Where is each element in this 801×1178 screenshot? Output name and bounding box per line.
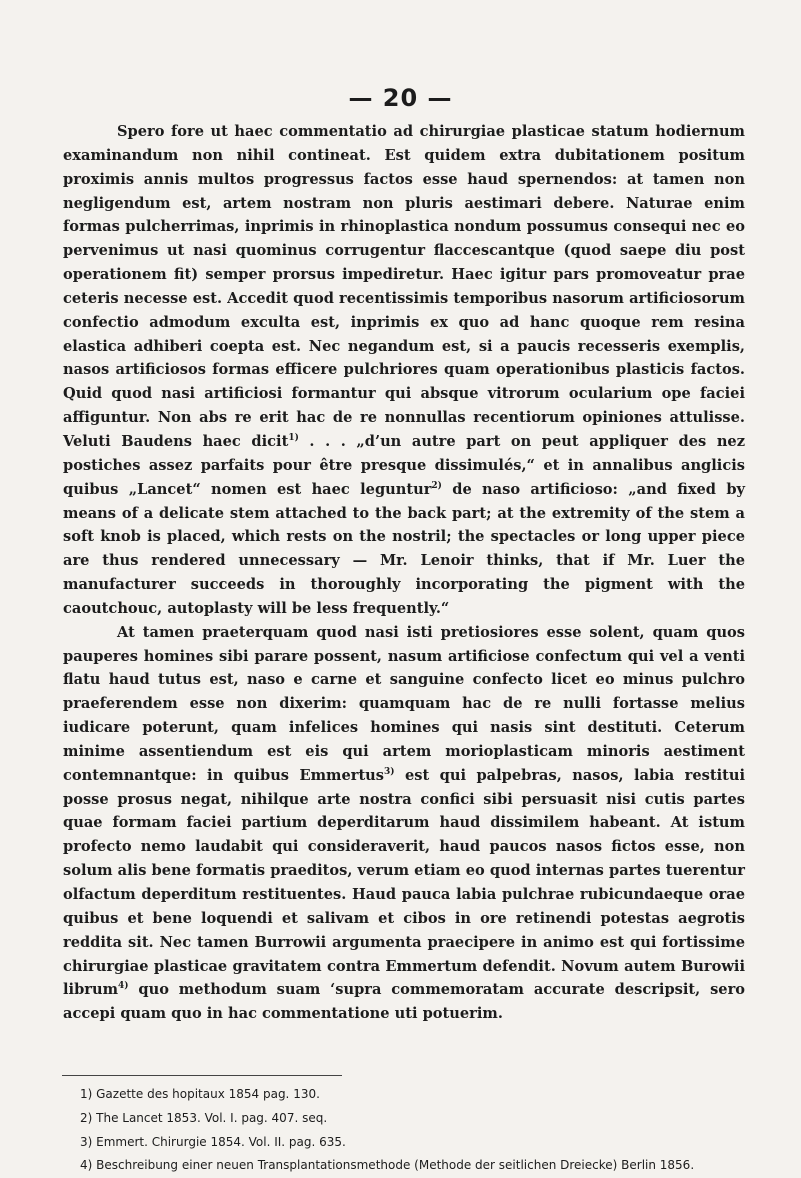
footnote-item: 4) Beschreibung einer neuen Transplantationsmethode (Methode der seitlichen Dreiecke) Berlin 1856. <box>80 1158 695 1173</box>
footnote-item: 1) Gazette des hopitaux 1854 pag. 130. <box>80 1087 320 1101</box>
footnote-item: 3) Emmert. Chirurgie 1854. Vol. II. pag. 635. <box>80 1134 346 1149</box>
footnote-separator <box>62 1075 342 1076</box>
footnote-ref: 3) <box>384 766 395 777</box>
text-segment: quo methodum suam ‘supra commemoratam accurate descripsit, sero accepi quam quo in hac commentatione uti potuerim. <box>63 981 745 1023</box>
text-segment: est qui palpebras, nasos, labia restitui posse prosus negat, nihilque arte nostra confici sibi persuasit nisi cutis partes quae formam faciei partium deperditarum haud dissimilem habeant. At istum profecto nemo laudabit qui consideraverit, haud paucos nasos fictos esse, non solum alis bene formatis praeditos, verum etiam eo quod internas partes tuerentur olfactum deperditum restituentes. Haud pauca labia pulchrae rubicundaeque orae quibus et bene loquendi et salivam et cibos in ore retinendi potestas aegrotis reddita sit. Nec tamen Burrowii argumenta praecipere in animo est qui fortissime chirurgiae plasticae gravitatem contra Emmertum defendit. Novum autem Burowii librum <box>63 766 746 999</box>
body-paragraph <box>63 621 745 1026</box>
text-segment: At tamen praeterquam quod nasi isti pretiosiores esse solent, quam quos pauperes homines sibi parare possent, nasum artificiose confectum qui vel a venti flatu haud tutus est, naso e carne et sanguine confecto licet eo minus pulchro praeferendem esse non dixerim: quamquam hac de re nulli fortasse melius iudicare poterunt, quam infelices homines qui nasis sint destituti. Ceterum minime assentiendum est eis qui artem morioplasticam minoris aestiment contemnantque: in quibus Emmertus <box>63 623 745 784</box>
footnotes <box>80 1083 780 1178</box>
footnote-ref: 4) <box>118 981 129 992</box>
text-segment: . . . „d’un autre part on peut appliquer des nez postiches assez parfaits pour être presque dissimulés,“ et in annalibus anglicis quibus „Lancet“ nomen est haec leguntur <box>63 432 745 498</box>
footnote-ref: 1) <box>288 433 299 444</box>
footnote-item: 2) The Lancet 1853. Vol. I. pag. 407. seq. <box>80 1110 328 1125</box>
text-segment: Spero fore ut haec commentatio ad chirurgiae plasticae statum hodiernum examinandum non nihil contineat. Est quidem extra dubitationem positum proximis annis multos progressus factos esse haud spernendos: at tamen non negligendum est, artem nostram non pluris aestimari debere. Naturae enim formas pulcherrimas, inprimis in rhinoplastica nondum possumus consequi nec eo pervenimus ut nasi quominus corrugentur flaccescantque (quod saepe diu post operationem fit) semper prorsus impediretur. Haec igitur pars promoveatur prae ceteris necesse est. Accedit quod recentissimis temporibus nasorum artificiosorum confectio admodum exculta est, inprimis ex quo ad hanc quoque rem resina elastica adhiberi coepta est. Nec negandum est, si a paucis recesseris exemplis, nasos artificiosos formas efficere pulchriores quam operationibus plasticis factos. Quid quod nasi artificiosi formantur qui absque vitrorum ocularium ope faciei affiguntur. Non abs re erit hac de re nonnullas recentiorum opiniones attulisse. Veluti Baudens haec dicit <box>63 123 745 450</box>
footnote-ref: 2) <box>431 480 442 491</box>
body-paragraph <box>63 120 745 621</box>
page-number: — 20 — <box>348 84 453 112</box>
text-segment: de naso artificioso: „and fixed by means of a delicate stem attached to the back part; at the extremity of the stem a soft knob is placed, which rests on the nostril; the spectacles or long upper piece are thus rendered unnecessary — Mr. Lenoir thinks, that if Mr. Luer the manufacturer succeeds in thoroughly incorporating the pigment with the caoutchouc, autoplasty will be less frequently.“ <box>63 480 745 617</box>
body-text <box>63 120 745 1026</box>
